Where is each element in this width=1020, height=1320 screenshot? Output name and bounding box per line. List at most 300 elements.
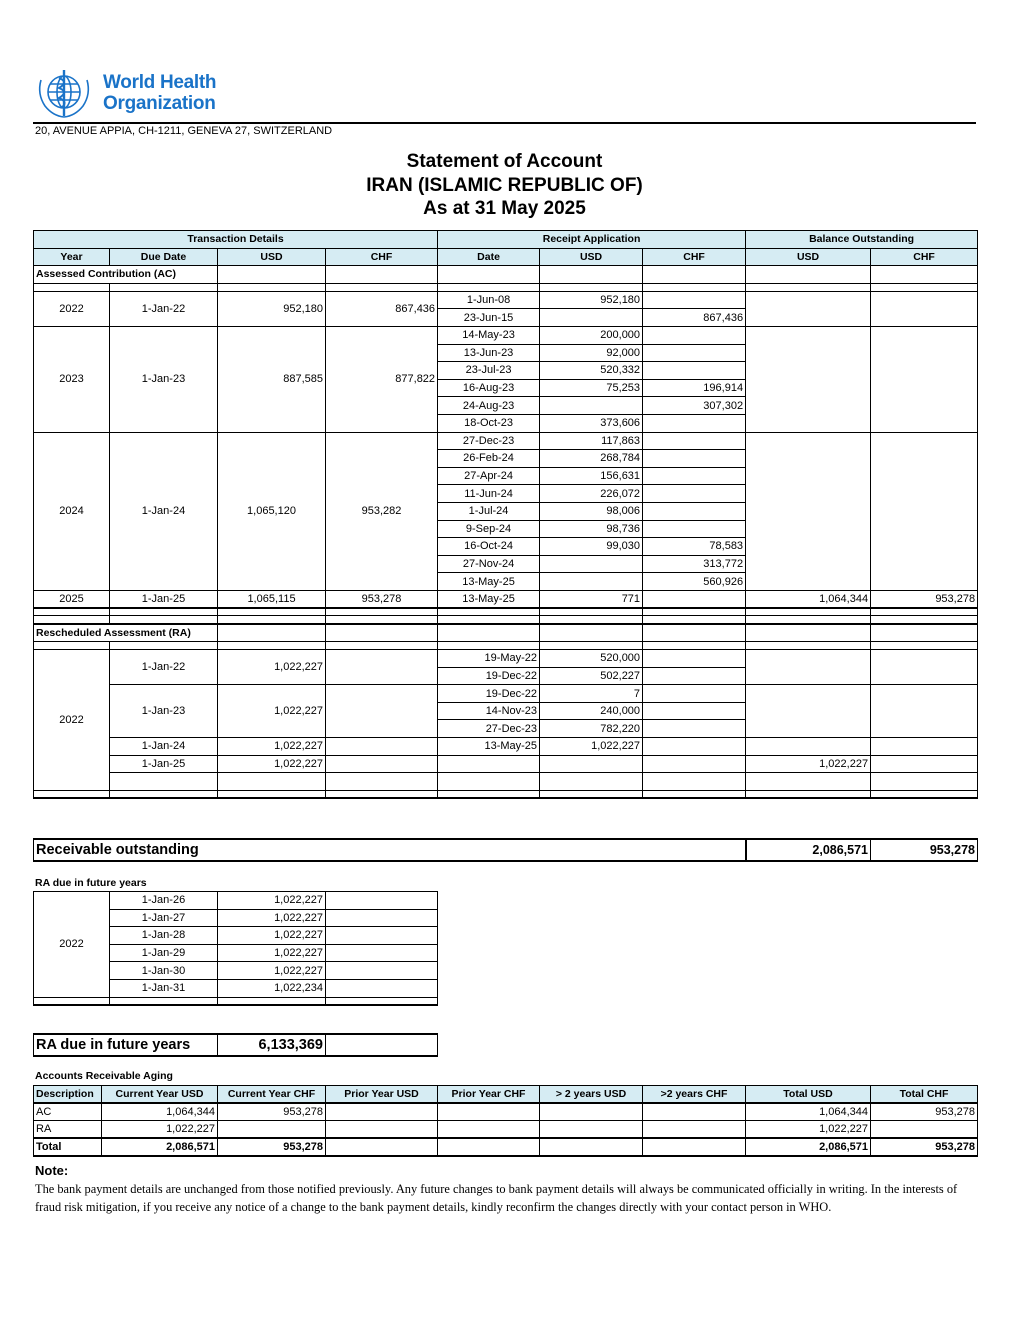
receipt-date: 16-Oct-24 xyxy=(438,538,540,556)
receipt-chf xyxy=(643,450,746,468)
blank-cell xyxy=(540,773,643,791)
future-amount-usd: 1,022,227 xyxy=(218,927,326,945)
ac-receipt-row xyxy=(34,590,978,608)
aging-cell xyxy=(326,1103,438,1121)
page-title xyxy=(33,150,976,221)
receipt-date xyxy=(438,755,540,773)
receipt-date: 11-Jun-24 xyxy=(438,485,540,503)
ra-receipt-row xyxy=(34,738,978,756)
ac-amount-usd: 1,065,120 xyxy=(218,432,326,590)
who-logo xyxy=(33,66,223,120)
receipt-chf xyxy=(643,755,746,773)
receipt-usd: 200,000 xyxy=(540,326,643,344)
blank-cell xyxy=(540,624,643,642)
ra-receipt-row xyxy=(34,650,978,668)
aging-row xyxy=(34,1121,978,1139)
blank-cell xyxy=(218,608,326,616)
future-amount-usd: 1,022,227 xyxy=(218,892,326,910)
blank-cell xyxy=(871,283,978,291)
blank-cell xyxy=(110,608,218,616)
blank-cell xyxy=(326,616,438,624)
balance-chf xyxy=(871,755,978,773)
ac-amount-usd: 1,065,115 xyxy=(218,590,326,608)
balance-chf xyxy=(871,738,978,756)
receipt-usd: 98,006 xyxy=(540,502,643,520)
receipt-usd: 99,030 xyxy=(540,538,643,556)
blank-cell xyxy=(746,790,871,798)
receipt-date: 19-Dec-22 xyxy=(438,667,540,685)
ra-due-date: 1-Jan-25 xyxy=(110,755,218,773)
receipt-chf: 78,583 xyxy=(643,538,746,556)
receipt-date: 9-Sep-24 xyxy=(438,520,540,538)
blank-cell xyxy=(871,642,978,650)
section-label-row xyxy=(34,624,978,642)
blank-cell xyxy=(110,642,218,650)
blank-cell xyxy=(871,616,978,624)
receipt-usd: 520,000 xyxy=(540,650,643,668)
blank-cell xyxy=(540,266,643,284)
column-header: CHF xyxy=(326,248,438,266)
receipt-chf xyxy=(643,702,746,720)
blank-cell xyxy=(438,624,540,642)
column-header: USD xyxy=(746,248,871,266)
future-years-table xyxy=(33,891,438,1006)
blank-cell xyxy=(540,642,643,650)
future-years-total-value: 6,133,369 xyxy=(218,1034,326,1056)
receivable-outstanding-usd: 2,086,571 xyxy=(746,839,871,861)
receipt-date: 23-Jul-23 xyxy=(438,362,540,380)
receipt-chf xyxy=(643,344,746,362)
receipt-date: 27-Dec-23 xyxy=(438,720,540,738)
receipt-date: 26-Feb-24 xyxy=(438,450,540,468)
blank-cell xyxy=(110,790,218,798)
blank-cell xyxy=(326,790,438,798)
blank-cell xyxy=(326,283,438,291)
receipt-usd xyxy=(540,309,643,327)
future-year: 2022 xyxy=(34,892,110,998)
blank-cell xyxy=(746,773,871,791)
statement-table xyxy=(33,230,978,799)
balance-usd xyxy=(746,326,871,432)
receipt-date: 13-May-25 xyxy=(438,738,540,756)
receipt-date: 24-Aug-23 xyxy=(438,397,540,415)
blank-cell xyxy=(438,608,540,616)
group-header-receipt: Receipt Application xyxy=(438,231,746,249)
aging-column-header: Total USD xyxy=(746,1086,871,1104)
blank-cell xyxy=(110,997,218,1005)
future-years-total-table xyxy=(33,1033,438,1057)
aging-column-header: > 2 years USD xyxy=(540,1086,643,1104)
balance-chf xyxy=(871,432,978,590)
receipt-date: 19-Dec-22 xyxy=(438,685,540,703)
aging-cell xyxy=(540,1103,643,1121)
future-due-date: 1-Jan-31 xyxy=(110,979,218,997)
receipt-date: 16-Aug-23 xyxy=(438,379,540,397)
receipt-date: 27-Apr-24 xyxy=(438,467,540,485)
blank-cell xyxy=(218,283,326,291)
aging-column-header: Prior Year CHF xyxy=(438,1086,540,1104)
aging-total-cell: Total xyxy=(34,1138,102,1156)
column-header: CHF xyxy=(643,248,746,266)
aging-cell: AC xyxy=(34,1103,102,1121)
future-amount-chf xyxy=(326,892,438,910)
blank-cell xyxy=(326,624,438,642)
balance-usd: 1,022,227 xyxy=(746,755,871,773)
blank-cell xyxy=(218,624,326,642)
aging-cell xyxy=(218,1121,326,1139)
blank-cell xyxy=(643,624,746,642)
aging-column-header: >2 years CHF xyxy=(643,1086,746,1104)
column-header-row xyxy=(34,248,978,266)
blank-cell xyxy=(746,608,871,616)
ac-receipt-row xyxy=(34,432,978,450)
org-name-line2: Organization xyxy=(103,93,216,114)
receipt-usd: 75,253 xyxy=(540,379,643,397)
blank-cell xyxy=(34,997,110,1005)
future-years-total-label: RA due in future years xyxy=(34,1034,218,1056)
org-name-line1: World Health xyxy=(103,72,217,93)
aging-column-header: Current Year USD xyxy=(102,1086,218,1104)
future-amount-chf xyxy=(326,944,438,962)
balance-chf xyxy=(871,685,978,738)
ac-amount-usd: 887,585 xyxy=(218,326,326,432)
ac-receipt-row xyxy=(34,291,978,309)
blank-cell xyxy=(871,790,978,798)
receipt-chf: 867,436 xyxy=(643,309,746,327)
ra-year: 2022 xyxy=(34,650,110,791)
future-years-label: RA due in future years xyxy=(35,877,147,889)
receipt-chf xyxy=(643,326,746,344)
receipt-date: 27-Nov-24 xyxy=(438,555,540,573)
aging-table xyxy=(33,1085,978,1157)
ac-amount-chf: 953,282 xyxy=(326,432,438,590)
balance-chf: 953,278 xyxy=(871,590,978,608)
ac-amount-chf: 867,436 xyxy=(326,291,438,326)
blank-cell xyxy=(438,616,540,624)
blank-cell xyxy=(643,790,746,798)
aging-cell: 1,064,344 xyxy=(746,1103,871,1121)
ac-amount-usd: 952,180 xyxy=(218,291,326,326)
aging-column-header: Total CHF xyxy=(871,1086,978,1104)
receipt-chf xyxy=(643,291,746,309)
who-wordmark xyxy=(103,72,216,114)
blank-cell xyxy=(34,790,110,798)
ra-section-label: Rescheduled Assessment (RA) xyxy=(34,624,218,642)
aging-column-header: Prior Year USD xyxy=(326,1086,438,1104)
aging-cell xyxy=(438,1103,540,1121)
title-line2: IRAN (ISLAMIC REPUBLIC OF) xyxy=(366,174,643,196)
blank-cell xyxy=(34,616,110,624)
balance-usd xyxy=(746,291,871,326)
aging-total-row xyxy=(34,1138,978,1156)
ra-amount-chf xyxy=(326,755,438,773)
aging-cell xyxy=(540,1121,643,1139)
receipt-chf xyxy=(643,485,746,503)
receipt-date: 14-May-23 xyxy=(438,326,540,344)
aging-cell: RA xyxy=(34,1121,102,1139)
blank-cell xyxy=(326,997,438,1005)
receipt-chf: 560,926 xyxy=(643,573,746,591)
who-emblem-icon xyxy=(33,66,95,120)
future-amount-chf xyxy=(326,962,438,980)
future-years-total-blank xyxy=(326,1034,438,1056)
blank-cell xyxy=(540,616,643,624)
column-header: USD xyxy=(218,248,326,266)
blank-cell xyxy=(643,616,746,624)
receipt-usd: 502,227 xyxy=(540,667,643,685)
future-amount-chf xyxy=(326,927,438,945)
receipt-usd: 92,000 xyxy=(540,344,643,362)
address: 20, AVENUE APPIA, CH-1211, GENEVA 27, SWITZERLAND xyxy=(35,125,333,137)
receipt-usd: 98,736 xyxy=(540,520,643,538)
note-title: Note: xyxy=(35,1163,69,1178)
future-amount-usd: 1,022,227 xyxy=(218,909,326,927)
header-rule xyxy=(33,122,976,124)
blank-cell xyxy=(218,997,326,1005)
future-due-date: 1-Jan-26 xyxy=(110,892,218,910)
balance-usd xyxy=(746,650,871,685)
receivable-outstanding-chf: 953,278 xyxy=(871,839,978,861)
ra-receipt-row xyxy=(34,755,978,773)
ac-amount-chf: 953,278 xyxy=(326,590,438,608)
future-amount-chf xyxy=(326,909,438,927)
balance-usd xyxy=(746,432,871,590)
future-due-date: 1-Jan-28 xyxy=(110,927,218,945)
aging-total-cell xyxy=(643,1138,746,1156)
aging-total-cell xyxy=(326,1138,438,1156)
ac-year: 2023 xyxy=(34,326,110,432)
future-amount-usd: 1,022,227 xyxy=(218,962,326,980)
aging-total-cell: 953,278 xyxy=(871,1138,978,1156)
spacer-row xyxy=(34,997,438,1005)
receipt-chf xyxy=(643,502,746,520)
ac-due-date: 1-Jan-25 xyxy=(110,590,218,608)
receipt-usd: 156,631 xyxy=(540,467,643,485)
group-header-balance: Balance Outstanding xyxy=(746,231,978,249)
aging-label: Accounts Receivable Aging xyxy=(35,1070,173,1082)
column-header: Due Date xyxy=(110,248,218,266)
ra-amount-usd: 1,022,227 xyxy=(218,738,326,756)
aging-cell xyxy=(643,1103,746,1121)
blank-cell xyxy=(218,790,326,798)
receipt-usd: 782,220 xyxy=(540,720,643,738)
ac-section-label: Assessed Contribution (AC) xyxy=(34,266,218,284)
blank-cell xyxy=(34,642,110,650)
blank-cell xyxy=(34,608,110,616)
ac-receipt-row xyxy=(34,326,978,344)
column-header: Date xyxy=(438,248,540,266)
balance-chf xyxy=(871,326,978,432)
ra-amount-usd: 1,022,227 xyxy=(218,755,326,773)
receipt-chf xyxy=(643,720,746,738)
receipt-chf xyxy=(643,650,746,668)
ra-amount-usd: 1,022,227 xyxy=(218,650,326,685)
blank-cell xyxy=(643,283,746,291)
receipt-usd: 240,000 xyxy=(540,702,643,720)
spacer-row xyxy=(34,773,978,791)
blank-cell xyxy=(871,624,978,642)
blank-cell xyxy=(218,616,326,624)
aging-total-cell: 2,086,571 xyxy=(102,1138,218,1156)
aging-cell xyxy=(871,1121,978,1139)
ac-year: 2024 xyxy=(34,432,110,590)
blank-cell xyxy=(871,266,978,284)
receipt-chf xyxy=(643,467,746,485)
blank-cell xyxy=(871,773,978,791)
balance-chf xyxy=(871,650,978,685)
blank-cell xyxy=(438,283,540,291)
balance-usd: 1,064,344 xyxy=(746,590,871,608)
future-due-date: 1-Jan-29 xyxy=(110,944,218,962)
receipt-chf: 313,772 xyxy=(643,555,746,573)
aging-cell: 1,064,344 xyxy=(102,1103,218,1121)
blank-cell xyxy=(326,773,438,791)
ra-due-date: 1-Jan-22 xyxy=(110,650,218,685)
future-amount-usd: 1,022,227 xyxy=(218,944,326,962)
receipt-usd: 117,863 xyxy=(540,432,643,450)
receipt-usd: 952,180 xyxy=(540,291,643,309)
receipt-chf xyxy=(643,520,746,538)
aging-cell xyxy=(643,1121,746,1139)
receipt-chf xyxy=(643,362,746,380)
blank-cell xyxy=(643,773,746,791)
aging-row xyxy=(34,1103,978,1121)
receipt-date: 27-Dec-23 xyxy=(438,432,540,450)
future-amount-usd: 1,022,234 xyxy=(218,979,326,997)
blank-cell xyxy=(438,266,540,284)
receipt-usd xyxy=(540,755,643,773)
receipt-chf xyxy=(643,685,746,703)
spacer-row xyxy=(34,790,978,798)
balance-usd xyxy=(746,738,871,756)
blank-cell xyxy=(34,283,110,291)
aging-cell: 1,022,227 xyxy=(102,1121,218,1139)
aging-header-row xyxy=(34,1086,978,1104)
receipt-chf xyxy=(643,667,746,685)
future-due-date: 1-Jan-30 xyxy=(110,962,218,980)
ac-year: 2022 xyxy=(34,291,110,326)
receipt-chf xyxy=(643,414,746,432)
receipt-usd: 1,022,227 xyxy=(540,738,643,756)
balance-chf xyxy=(871,291,978,326)
balance-usd xyxy=(746,685,871,738)
blank-cell xyxy=(326,608,438,616)
receipt-usd xyxy=(540,397,643,415)
blank-cell xyxy=(218,773,326,791)
aging-cell: 953,278 xyxy=(871,1103,978,1121)
blank-cell xyxy=(643,266,746,284)
aging-cell xyxy=(326,1121,438,1139)
ac-amount-chf: 877,822 xyxy=(326,326,438,432)
receipt-date: 19-May-22 xyxy=(438,650,540,668)
receipt-usd: 520,332 xyxy=(540,362,643,380)
aging-total-cell: 953,278 xyxy=(218,1138,326,1156)
ra-amount-usd: 1,022,227 xyxy=(218,685,326,738)
aging-total-cell xyxy=(438,1138,540,1156)
receipt-date: 14-Nov-23 xyxy=(438,702,540,720)
receipt-usd: 373,606 xyxy=(540,414,643,432)
blank-cell xyxy=(746,616,871,624)
blank-cell xyxy=(438,642,540,650)
column-header: USD xyxy=(540,248,643,266)
blank-cell xyxy=(643,642,746,650)
blank-cell xyxy=(110,283,218,291)
section-label-row xyxy=(34,266,978,284)
blank-cell xyxy=(871,608,978,616)
ra-amount-chf xyxy=(326,650,438,685)
receipt-date: 1-Jul-24 xyxy=(438,502,540,520)
receipt-chf xyxy=(643,738,746,756)
blank-cell xyxy=(540,283,643,291)
blank-cell xyxy=(643,608,746,616)
blank-cell xyxy=(326,642,438,650)
receivable-outstanding-table xyxy=(33,838,978,862)
blank-cell xyxy=(438,773,540,791)
ra-due-date: 1-Jan-24 xyxy=(110,738,218,756)
blank-cell xyxy=(110,616,218,624)
ac-year: 2025 xyxy=(34,590,110,608)
blank-cell xyxy=(218,266,326,284)
receipt-usd: 7 xyxy=(540,685,643,703)
spacer-row xyxy=(34,616,978,624)
ra-receipt-row xyxy=(34,685,978,703)
ra-due-date: 1-Jan-23 xyxy=(110,685,218,738)
aging-cell: 1,022,227 xyxy=(746,1121,871,1139)
column-header: CHF xyxy=(871,248,978,266)
spacer-row xyxy=(34,283,978,291)
aging-column-header: Current Year CHF xyxy=(218,1086,326,1104)
title-line1: Statement of Account xyxy=(406,151,603,172)
future-row xyxy=(34,892,438,910)
blank-cell xyxy=(438,790,540,798)
ac-due-date: 1-Jan-22 xyxy=(110,291,218,326)
spacer-row xyxy=(34,608,978,616)
aging-column-header: Description xyxy=(34,1086,102,1104)
blank-cell xyxy=(540,608,643,616)
ac-due-date: 1-Jan-24 xyxy=(110,432,218,590)
spacer-row xyxy=(34,642,978,650)
receipt-chf xyxy=(643,432,746,450)
ra-amount-chf xyxy=(326,685,438,738)
ac-due-date: 1-Jan-23 xyxy=(110,326,218,432)
receipt-usd: 268,784 xyxy=(540,450,643,468)
receipt-date: 1-Jun-08 xyxy=(438,291,540,309)
receipt-date: 13-Jun-23 xyxy=(438,344,540,362)
blank-cell xyxy=(218,642,326,650)
receipt-usd: 771 xyxy=(540,590,643,608)
receipt-usd xyxy=(540,573,643,591)
blank-cell xyxy=(746,266,871,284)
ra-amount-chf xyxy=(326,738,438,756)
aging-cell xyxy=(438,1121,540,1139)
blank-cell xyxy=(746,283,871,291)
note-body: The bank payment details are unchanged from those notified previously. Any future changes to bank payment details will always be communicated officially in writing. In the interests of fraud risk mitigation, if you receive any notice of a change to the bank payment details, kindly reconfirm the changes directly with your contact person in WHO. xyxy=(35,1182,958,1214)
receipt-date: 13-May-25 xyxy=(438,573,540,591)
blank-cell xyxy=(326,266,438,284)
blank-cell xyxy=(746,624,871,642)
blank-cell xyxy=(110,773,218,791)
future-due-date: 1-Jan-27 xyxy=(110,909,218,927)
aging-cell: 953,278 xyxy=(218,1103,326,1121)
group-header-transaction: Transaction Details xyxy=(34,231,438,249)
title-line3: As at 31 May 2025 xyxy=(423,198,586,219)
future-amount-chf xyxy=(326,979,438,997)
aging-total-cell xyxy=(540,1138,643,1156)
receipt-usd xyxy=(540,555,643,573)
receipt-date: 23-Jun-15 xyxy=(438,309,540,327)
aging-total-cell: 2,086,571 xyxy=(746,1138,871,1156)
column-header: Year xyxy=(34,248,110,266)
